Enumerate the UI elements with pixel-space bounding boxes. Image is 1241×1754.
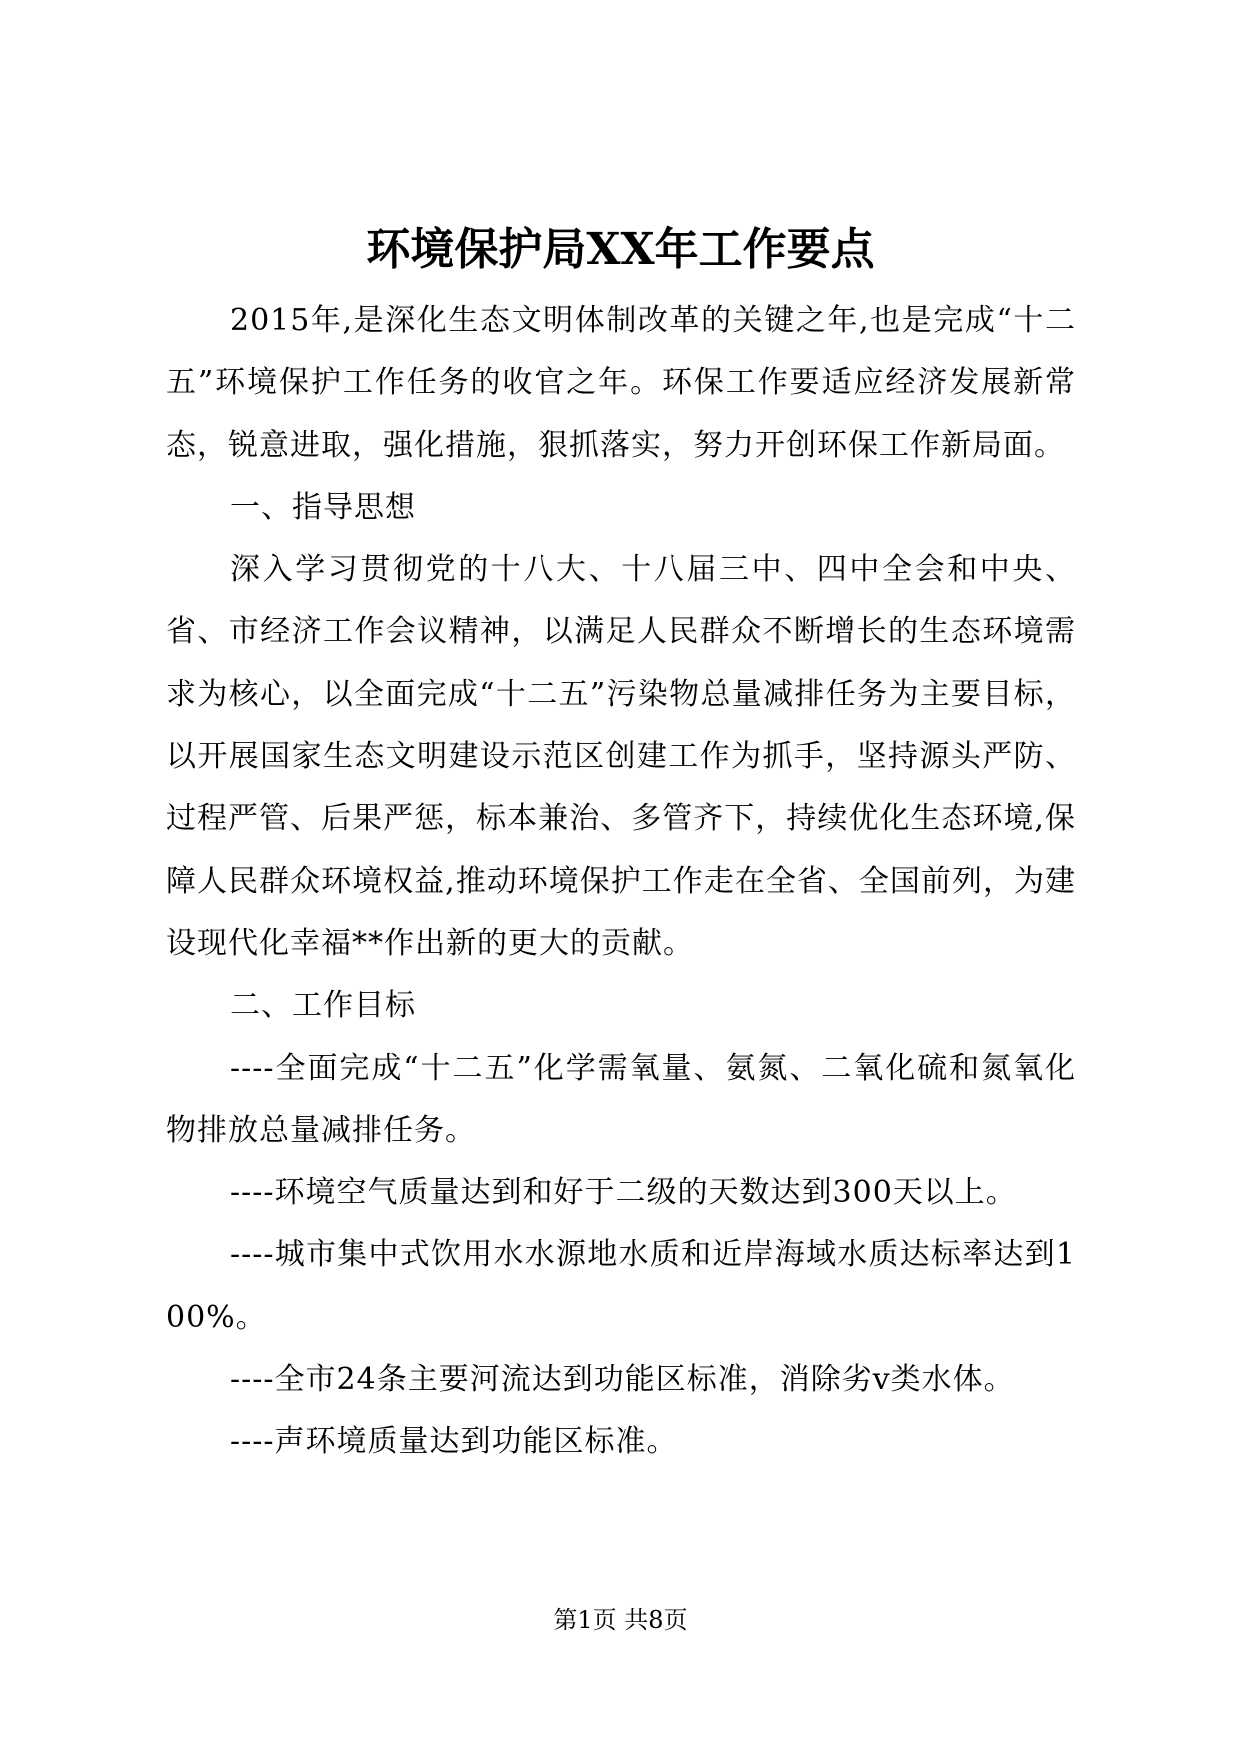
- goal-item-water-quality: ----城市集中式饮用水水源地水质和近岸海域水质达标率达到100%。: [166, 1237, 1076, 1335]
- goal-item-rivers: ----全市24条主要河流达到功能区标准，消除劣v类水体。: [230, 1362, 1015, 1398]
- section-heading-work-goals: 二、工作目标: [230, 988, 416, 1024]
- document-body: [166, 290, 1076, 1474]
- intro-paragraph: 2015年,是深化生态文明体制改革的关键之年,也是完成“十二五”环境保护工作任务的收官之年。环保工作要适应经济发展新常态，锐意进取，强化措施，狠抓落实，努力开创环保工作新局面。: [166, 303, 1076, 463]
- guiding-ideology-paragraph: 深入学习贯彻党的十八大、十八届三中、四中全会和中央、省、市经济工作会议精神，以满足人民群众不断增长的生态环境需求为核心，以全面完成“十二五”污染物总量减排任务为主要目标，以开展国家生态文明建设示范区创建工作为抓手，坚持源头严防、过程严管、后果严惩，标本兼治、多管齐下，持续优化生态环境,保障人民群众环境权益,推动环境保护工作走在全省、全国前列，为建设现代化幸福**作出新的更大的贡献。: [166, 552, 1076, 961]
- section-heading-guiding-ideology: 一、指导思想: [230, 489, 416, 525]
- goal-item-noise: ----声环境质量达到功能区标准。: [230, 1424, 678, 1460]
- goal-item-air-quality: ----环境空气质量达到和好于二级的天数达到300天以上。: [230, 1175, 1017, 1211]
- goal-item-emissions: ----全面完成“十二五”化学需氧量、氨氮、二氧化硫和氮氧化物排放总量减排任务。: [166, 1050, 1076, 1148]
- page-number-footer: 第1页 共8页: [553, 1606, 688, 1634]
- document-title: 环境保护局XX年工作要点: [366, 224, 875, 275]
